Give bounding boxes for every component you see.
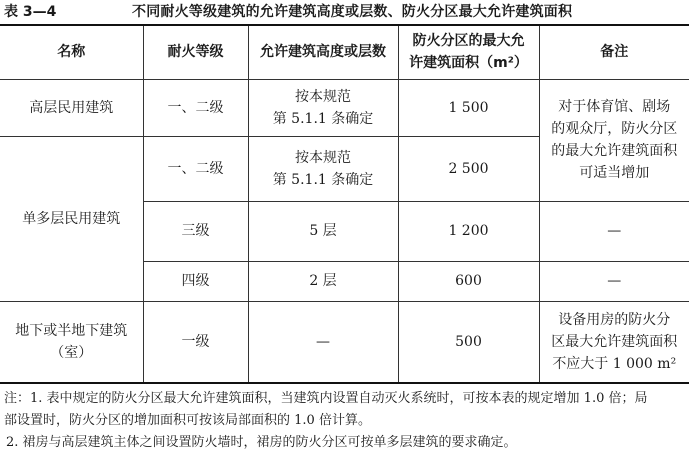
header-name: 名称 — [0, 25, 143, 79]
cell-area: 2 500 — [398, 136, 539, 201]
cell-name — [0, 301, 143, 383]
cell-height-line1: 按本规范 — [249, 147, 398, 169]
header-row — [0, 25, 689, 79]
cell-area: 500 — [398, 301, 539, 383]
cell-height-line2: 第 5.1.1 条确定 — [249, 108, 398, 130]
table-title: 不同耐火等级建筑的允许建筑高度或层数、防火分区最大允许建筑面积 — [132, 1, 572, 23]
cell-name-line1: 地下或半地下建筑 — [0, 320, 143, 342]
remark-line: 区最大允许建筑面积 — [540, 331, 689, 353]
cell-remark: — — [539, 261, 689, 301]
remark-line: 的最大允许建筑面积 — [540, 140, 689, 162]
remark-line: 不应大于 1 000 m² — [540, 353, 689, 375]
cell-grade: 三级 — [143, 201, 248, 261]
cell-name: 高层民用建筑 — [0, 79, 143, 136]
remark-line: 设备用房的防火分 — [540, 309, 689, 331]
header-remark: 备注 — [539, 25, 689, 79]
cell-grade: 一、二级 — [143, 79, 248, 136]
header-area — [398, 25, 539, 79]
header-grade: 耐火等级 — [143, 25, 248, 79]
cell-height: 2 层 — [248, 261, 398, 301]
cell-remark: — — [539, 201, 689, 261]
cell-grade: 四级 — [143, 261, 248, 301]
remark-line: 可适当增加 — [540, 162, 689, 184]
cell-name-line2: （室） — [0, 342, 143, 364]
cell-area: 600 — [398, 261, 539, 301]
cell-area: 1 500 — [398, 79, 539, 136]
table-row — [0, 79, 689, 136]
table-number: 表 3—4 — [4, 1, 56, 23]
cell-grade: 一、二级 — [143, 136, 248, 201]
cell-area: 1 200 — [398, 201, 539, 261]
footnote-1-line2: 部设置时，防火分区的增加面积可按该局部面积的 1.0 倍计算。 — [4, 410, 688, 432]
cell-name: 单多层民用建筑 — [0, 136, 143, 301]
footnote-2: 2. 裙房与高层建筑主体之间设置防火墙时，裙房的防火分区可按单多层建筑的要求确定。 — [4, 432, 688, 454]
cell-grade: 一级 — [143, 301, 248, 383]
table-footnotes — [4, 388, 688, 454]
footnote-1-line1: 注：1. 表中规定的防火分区最大允许建筑面积，当建筑内设置自动灭火系统时，可按本表的规定增加 1.0 倍；局 — [4, 388, 688, 410]
fire-rating-table — [0, 24, 689, 384]
cell-height — [248, 79, 398, 136]
header-height: 允许建筑高度或层数 — [248, 25, 398, 79]
cell-height-line2: 第 5.1.1 条确定 — [249, 169, 398, 191]
cell-height: — — [248, 301, 398, 383]
table-row — [0, 301, 689, 383]
table-caption — [4, 1, 684, 23]
header-area-line1: 防火分区的最大允 — [399, 30, 539, 52]
cell-height: 5 层 — [248, 201, 398, 261]
cell-remark-equipment — [539, 301, 689, 383]
cell-height — [248, 136, 398, 201]
cell-height-line1: 按本规范 — [249, 86, 398, 108]
remark-line: 对于体育馆、剧场 — [540, 96, 689, 118]
remark-line: 的观众厅，防火分区 — [540, 118, 689, 140]
cell-remark-venues — [539, 79, 689, 201]
header-area-line2: 许建筑面积（m²） — [399, 52, 539, 74]
